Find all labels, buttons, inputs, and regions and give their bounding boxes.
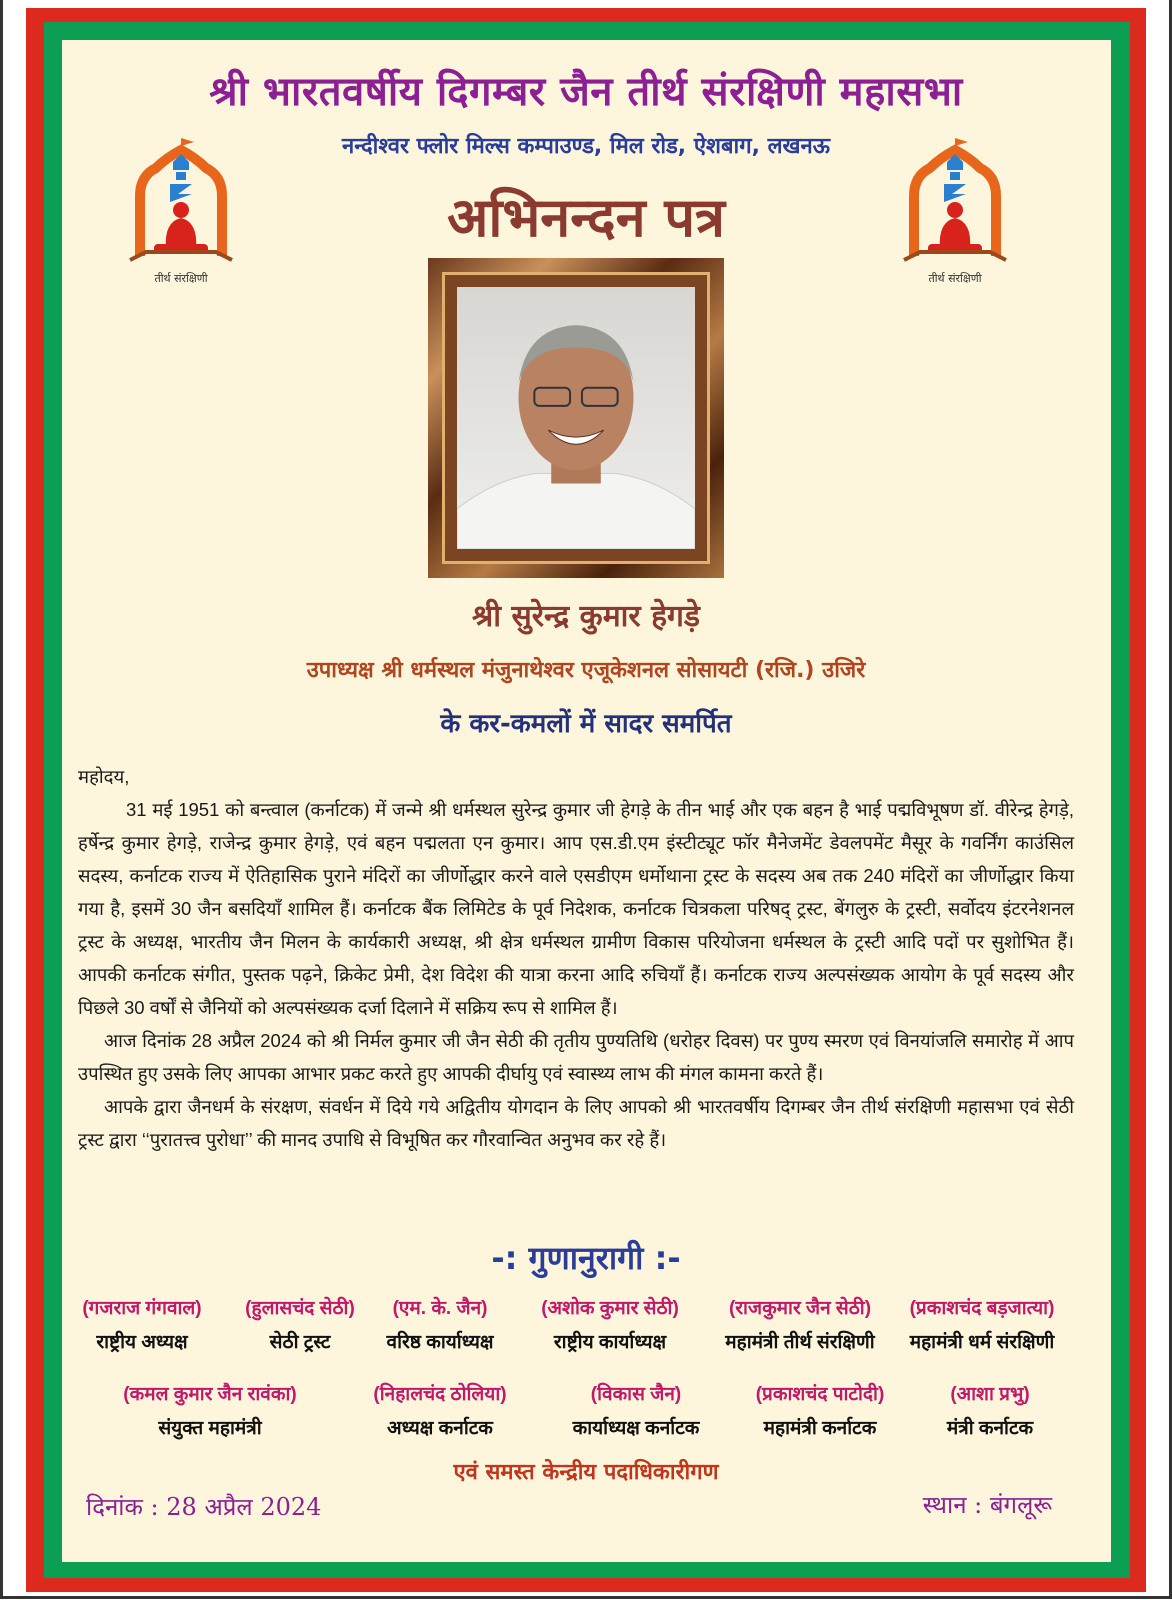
signatory-name: (कमल कुमार जैन रावंका) xyxy=(123,1384,297,1405)
honoree-name: श्री सुरेन्द्र कुमार हेगड़े xyxy=(472,599,700,634)
signatory-name: (आशा प्रभु) xyxy=(950,1384,1030,1405)
all-officials-line: एवं समस्त केन्द्रीय पदाधिकारीगण xyxy=(453,1460,719,1485)
certificate-place: स्थान : बंगलूरू xyxy=(922,1491,1052,1519)
citation-paragraph: आज दिनांक 28 अप्रैल 2024 को श्री निर्मल कुमार जी जैन सेठी की तृतीय पुण्यतिथि (धरोहर दिवस) पर पुण्य स्मरण एवं विनयांजलि समारोह में आप उपस्थित हुए उसके लिए आपका आभार प्रकट करते हुए आपकी दीर्घायु एवं स्वास्थ्य लाभ की मंगल कामना करते हैं। xyxy=(78,1030,1074,1084)
citation-body xyxy=(78,760,1074,1156)
signatory-name: (निहालचंद ठोलिया) xyxy=(373,1384,507,1405)
signatory-role: महामंत्री कर्नाटक xyxy=(763,1418,877,1439)
signatory xyxy=(947,1380,1033,1440)
signatory xyxy=(82,1294,201,1354)
signatory-role: अध्यक्ष कर्नाटक xyxy=(387,1418,493,1439)
signatory-role: राष्ट्रीय अध्यक्ष xyxy=(96,1332,188,1353)
signatory-name: (विकास जैन) xyxy=(590,1384,682,1405)
signatory-role: सेठी ट्रस्ट xyxy=(269,1332,331,1353)
signatory-role: महामंत्री धर्म संरक्षिणी xyxy=(909,1332,1055,1353)
signatory-role: मंत्री कर्नाटक xyxy=(946,1418,1034,1439)
signatory-role: वरिष्ठ कार्याध्यक्ष xyxy=(386,1332,494,1353)
signatory xyxy=(573,1380,700,1440)
signatory xyxy=(910,1294,1055,1354)
signatory xyxy=(725,1294,874,1354)
temple-emblem-icon xyxy=(126,136,236,268)
dedication-line: के कर-कमलों में सादर समर्पित xyxy=(440,709,732,739)
citation-paragraph: 31 मई 1951 को बन्त्वाल (कर्नाटक) में जन्मे श्री धर्मस्थल सुरेन्द्र कुमार जी हेगड़े के तीन भाई और एक बहन है भाई पद्मविभूषण डॉ. वीरेन्द्र हेगड़े, हर्षेन्द्र कुमार हेगड़े, राजेन्द्र कुमार हेगड़े, एवं बहन पद्मलता एन कुमार। आप एस.डी.एम इंस्टीट्यूट फॉर मैनेजमेंट डेवलपमेंट मैसूर के गवर्निंग काउंसिल सदस्य, कर्नाटक राज्य में ऐतिहासिक पुराने मंदिरों का जीर्णोद्धार करने वाले एसडीएम धर्मोथाना ट्रस्ट के सदस्य अब तक 240 मंदिरों का जीर्णोद्धार किया गया है, इसमें 30 जैन बसदियाँ शामिल हैं। कर्नाटक बैंक लिमिटेड के पूर्व निदेशक, कर्नाटक चित्रकला परिषद् ट्रस्ट, बेंगलुरु के ट्रस्टी, सर्वोदय इंटरनेशनल ट्रस्ट के अध्यक्ष, भारतीय जैन मिलन के कार्यकारी अध्यक्ष, श्री क्षेत्र धर्मस्थल ग्रामीण विकास परियोजना धर्मस्थल के ट्रस्टी आदि पदों पर सुशोभित हैं। आपकी कर्नाटक संगीत, पुस्तक पढ़ने, क्रिकेट प्रेमी, देश विदेश की यात्रा करना आदि रुचियाँ हैं। कर्नाटक राज्य अल्पसंख्यक आयोग के पूर्व सदस्य और पिछले 30 वर्षों से जैनियों को अल्पसंख्यक दर्जा दिलाने में सक्रिय रूप से शामिल हैं। xyxy=(78,799,1074,1018)
signatory xyxy=(373,1380,506,1440)
signatory xyxy=(245,1294,355,1354)
organization-address: नन्दीश्वर फ्लोर मिल्स कम्पाउण्ड, मिल रोड, ऐशबाग, लखनऊ xyxy=(341,134,831,159)
signatory-role: महामंत्री तीर्थ संरक्षिणी xyxy=(725,1332,875,1353)
salutation: महोदय, xyxy=(78,766,130,787)
organization-title: श्री भारतवर्षीय दिगम्बर जैन तीर्थ संरक्षिणी महासभा xyxy=(209,69,963,115)
signatory-role: राष्ट्रीय कार्याध्यक्ष xyxy=(553,1332,667,1353)
logo-caption: तीर्थ संरक्षिणी xyxy=(928,272,982,285)
honoree-designation: उपाध्यक्ष श्री धर्मस्थल मंजुनाथेश्वर एजूकेशनल सोसायटी (रजि.) उजिरे xyxy=(306,658,866,683)
signatory-name: (प्रकाशचंद बड़जात्या) xyxy=(909,1298,1055,1319)
signatory-name: (राजकुमार जैन सेठी) xyxy=(728,1298,872,1319)
citation-paragraph: आपके द्वारा जैनधर्म के संरक्षण, संवर्धन में दिये गये अद्वितीय योगदान के लिए आपको श्री भारतवर्षीय दिगम्बर जैन तीर्थ संरक्षिणी महासभा एवं सेठी ट्रस्ट द्वारा ‘‘पुरातत्त्व पुरोधा’’ की मानद उपाधि से विभूषित कर गौरवान्वित अनुभव कर रहे हैं। xyxy=(78,1096,1074,1150)
signatory xyxy=(387,1294,494,1354)
tirth-sanrakshini-logo-right xyxy=(900,136,1010,286)
honoree-portrait xyxy=(457,287,695,549)
signatory-role: संयुक्त महामंत्री xyxy=(158,1418,262,1439)
temple-emblem-icon xyxy=(900,136,1010,268)
signatories-heading: -: गुणानुरागी :- xyxy=(491,1239,681,1277)
signatory-name: (अशोक कुमार सेठी) xyxy=(541,1298,679,1319)
signatory-name: (गजराज गंगवाल) xyxy=(82,1298,202,1319)
signatory xyxy=(541,1294,679,1354)
signatory xyxy=(756,1380,885,1440)
certificate-heading: अभिनन्दन पत्र xyxy=(447,185,725,249)
signatory-name: (प्रकाशचंद पाटोदी) xyxy=(755,1384,885,1405)
signatory-role: कार्याध्यक्ष कर्नाटक xyxy=(572,1418,700,1439)
portrait-frame xyxy=(428,258,724,578)
signatory-name: (एम. के. जैन) xyxy=(392,1298,488,1319)
certificate-date: दिनांक : 28 अप्रैल 2024 xyxy=(86,1493,322,1521)
tirth-sanrakshini-logo-left xyxy=(126,136,236,286)
logo-caption: तीर्थ संरक्षिणी xyxy=(154,272,208,285)
signatory xyxy=(123,1380,296,1440)
signatory-name: (हुलासचंद सेठी) xyxy=(245,1298,355,1319)
